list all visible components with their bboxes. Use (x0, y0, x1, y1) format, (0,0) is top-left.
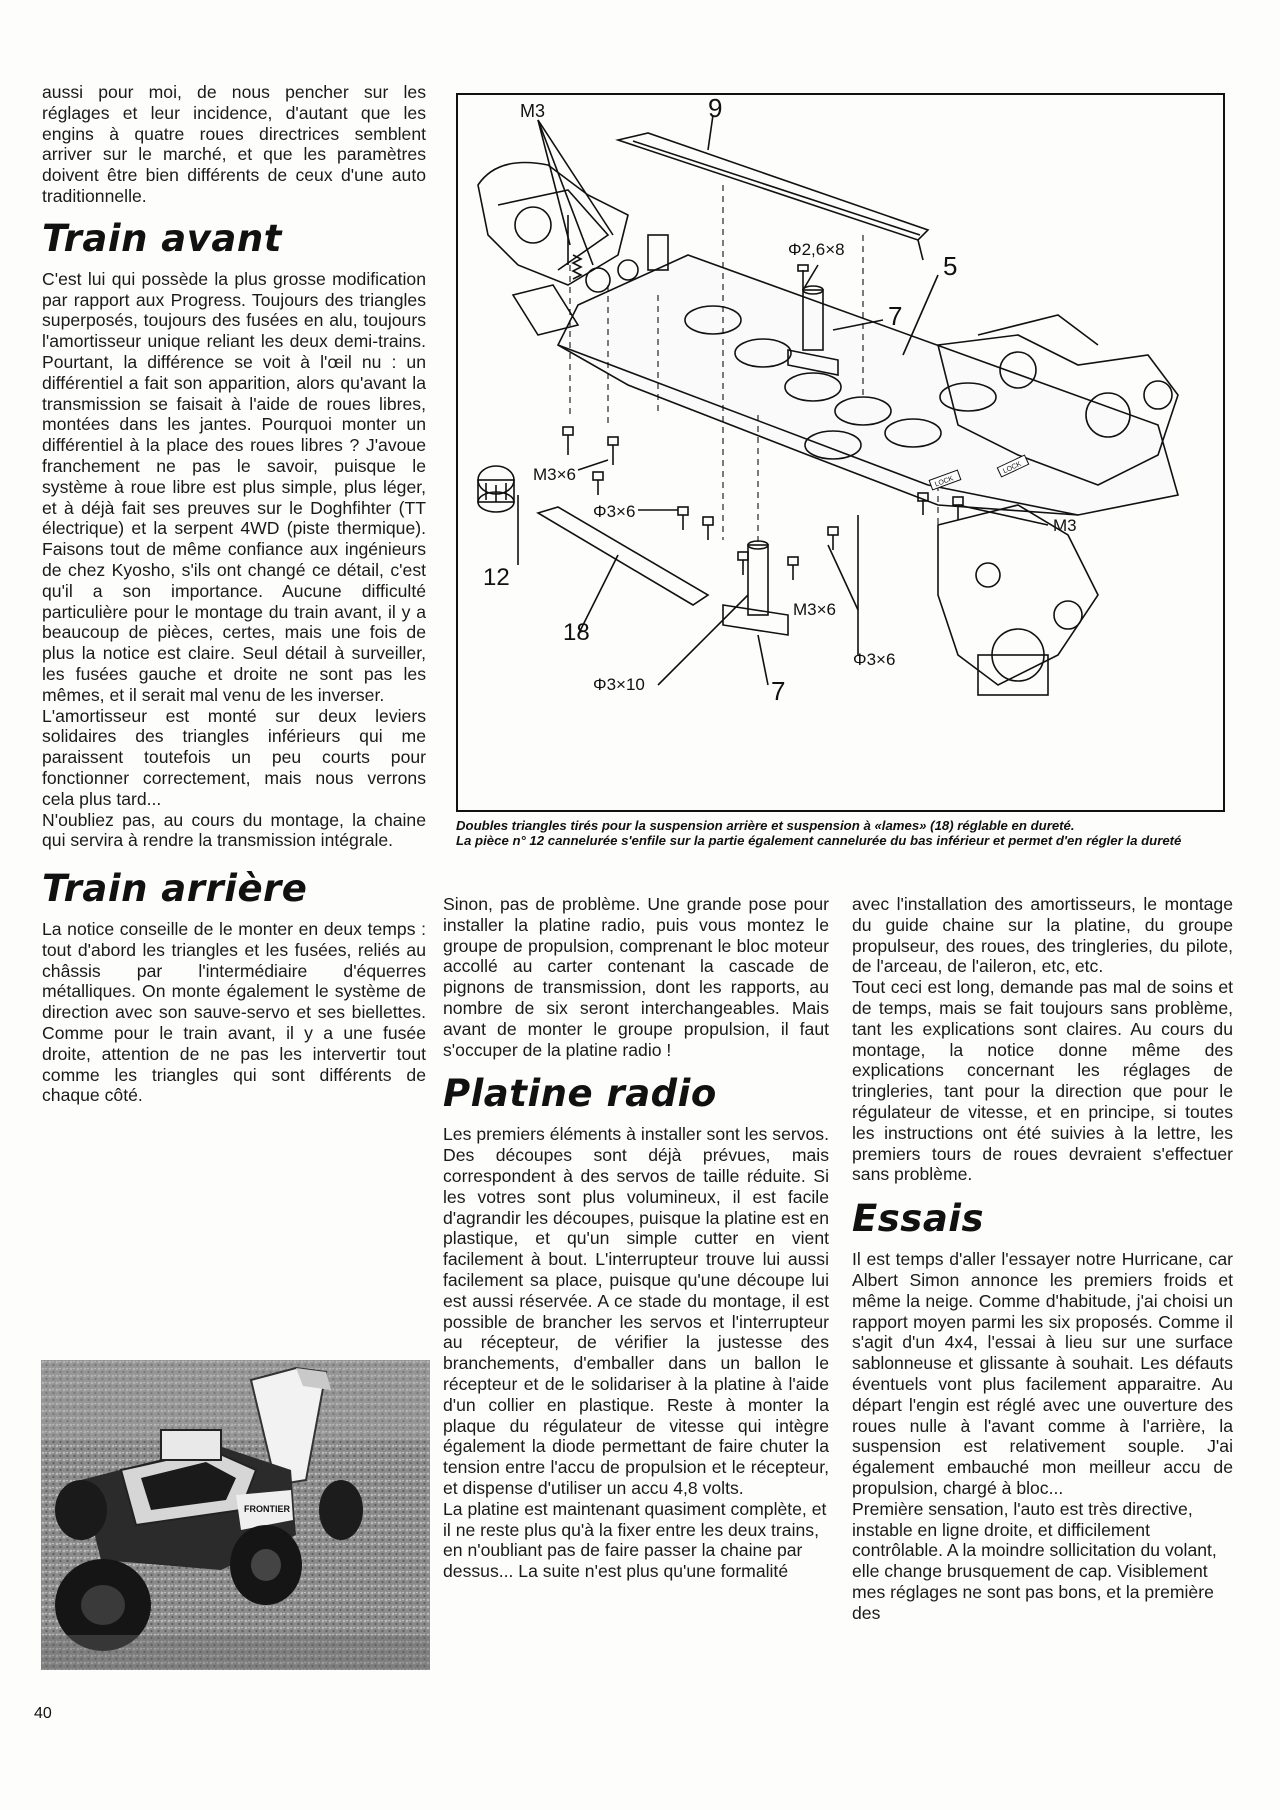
label-5: 5 (943, 251, 958, 281)
car-photo (41, 1360, 430, 1670)
label-9: 9 (708, 95, 723, 123)
caption-line-2: La pièce n° 12 cannelurée s'enfile sur la partie également cannelurée du bas inférieur et permet d'en régler la dureté (456, 833, 1182, 848)
right-paragraph-2: Tout ceci est long, demande pas mal de soins et de temps, mais se fait toujours sans problème, tant les explications sont claires. Au cours du montage, la notice donne même des explications concernant les réglages de tringleries, tant pour la direction que pour le régulateur de vitesse, et en principe, si toutes les instructions ont été suivies à la lettre, les premiers tours de roues devraient s'effectuer sans problème. (852, 977, 1233, 1185)
platine-paragraph-1: Les premiers éléments à installer sont les servos. Des découpes sont déjà prévues, mais correspondent à des servos de taille réduite. Si les votres sont plus volumineux, il est facile d'agrandir les découpes, puisque la platine est en plastique, et qu'un simple cutter en vient facilement à bout. L'interrupteur trouve lui aussi facilement sa place, puisque qu'une découpe lui est aussi réservée. A ce stade du montage, il est possible de brancher les servos et l'interrupteur au récepteur, de vérifier la justesse des branchements, d'emballer dans un ballon le récepteur et de le solidariser à la platine à l'aide d'un collier en plastique. Reste à monter la plaque du régulateur de vitesse qui intègre également la diode permettant de faire chuter la tension entre l'accu de propulsion et le récepteur, et dispense d'utiliser un accu 4,8 volts. (443, 1124, 829, 1498)
column-middle (443, 894, 829, 1582)
train-avant-paragraph-2: L'amortisseur est monté sur deux leviers solidaires des triangles inférieurs qui me paraissent toutefois un peu courts pour fonctionner correctement, mais nous verrons cela plus tard... (42, 705, 426, 809)
label-m3-top: M3 (520, 101, 546, 121)
frontier-sticker: FRONTIER (244, 1504, 290, 1514)
label-m3x6-bottom: M3×6 (793, 600, 836, 619)
car-photo-image (41, 1360, 430, 1670)
label-7-top: 7 (888, 301, 903, 331)
column-right (852, 894, 1233, 1624)
right-paragraph-1: avec l'installation des amortisseurs, le montage du guide chaine sur la platine, du groupe propulseur, des roues, des tringleries, du pilote, de l'arceau, de l'aileron, etc, etc. (852, 894, 1233, 977)
label-m3x6-left: M3×6 (533, 465, 576, 484)
label-18: 18 (563, 619, 590, 646)
diagram-caption (456, 818, 1236, 848)
heading-train-avant: Train avant (42, 216, 282, 260)
heading-platine-radio: Platine radio (443, 1072, 717, 1116)
lock-sticker-1: LOCK (933, 475, 955, 489)
middle-paragraph-1: Sinon, pas de problème. Une grande pose pour installer la platine radio, puis vous montez le groupe de propulsion, comprenant le bloc moteur accollé au carter contenant la cascade de pignons de transmission, dont les rapports, au nombre de six seront interchangeables. Mais avant de monter le groupe propulsion, il faut s'occuper de la platine radio ! (443, 894, 829, 1060)
heading-essais: Essais (852, 1197, 984, 1241)
exploded-view-drawing (458, 95, 1223, 810)
column-left (42, 82, 426, 1106)
essais-paragraph-1: Il est temps d'aller l'essayer notre Hurricane, car Albert Simon annonce les premiers froids et même la neige. Comme d'habitude, j'ai choisi un rapport moyen parmi les six proposés. Comme il s'agit d'un 4x4, l'essai à lieu sur une surface sablonneuse et glissante à souhait. Les défauts éventuels vont plus facilement apparaitre. Au départ l'engin est réglé avec une ouverture des roues nulle à l'avant comme à l'arrière, la suspension est relativement souple. J'ai également embauché mon meilleur accu de propulsion, chargé à bloc... (852, 1249, 1233, 1498)
platine-paragraph-2: La platine est maintenant quasiment complète, et il ne reste plus qu'à la fixer entre les deux trains, en n'oubliant pas de faire passer la chaine par dessus... La suite n'est plus qu'une formalité (443, 1498, 827, 1582)
label-d2-6x8: Φ2,6×8 (788, 240, 845, 259)
label-d3x6-right: Φ3×6 (853, 650, 896, 669)
label-12: 12 (483, 564, 510, 591)
intro-paragraph: aussi pour moi, de nous pencher sur les réglages et leur incidence, d'autant que les engins à quatre roues directrices semblent arriver sur le marché, et que les paramètres doivent être bien différents de ceux d'une auto traditionnelle. (42, 82, 426, 206)
page-number: 40 (34, 1705, 52, 1722)
label-m3-right: M3 (1053, 516, 1077, 535)
label-d3x10: Φ3×10 (593, 675, 645, 694)
label-7-bottom: 7 (771, 676, 786, 706)
heading-train-arriere: Train arrière (42, 867, 308, 911)
lock-sticker-2: LOCK (1002, 460, 1023, 476)
caption-line-1: Doubles triangles tirés pour la suspension arrière et suspension à «lames» (18) réglable en dureté. (456, 818, 1075, 833)
train-avant-paragraph-3: N'oubliez pas, au cours du montage, la chaine qui servira à rendre la transmission intégrale. (42, 809, 426, 851)
assembly-diagram (456, 93, 1225, 812)
essais-paragraph-2: Première sensation, l'auto est très directive, instable en ligne droite, et difficilement contrôlable. A la moindre sollicitation du volant, elle change brusquement de cap. Visiblement mes réglages ne sont pas bons, et la première des (852, 1498, 1217, 1623)
label-d3x6-left: Φ3×6 (593, 502, 636, 521)
train-arriere-paragraph: La notice conseille de le monter en deux temps : tout d'abord les triangles et les fusées, reliés au châssis par l'intermédiaire d'équerres métalliques. On monte également le système de direction avec son sauve-servo et ses biellettes. Comme pour le train avant, il y a une fusée droite, attention de ne pas les intervertir tout comme les triangles qui sont différents de chaque côté. (42, 919, 426, 1106)
train-avant-paragraph-1: C'est lui qui possède la plus grosse modification par rapport aux Progress. Toujours des triangles superposés, toujours des fusées en alu, toujours l'amortisseur unique reliant les deux demi-trains. Pourtant, la différence se voit à l'œil nu : un différentiel a fait son apparition, alors qu'avant la transmission se faisait à l'aide de roues libres, montées dans les jantes. Pourquoi monter un différentiel à la place des roues libres ? J'avoue franchement ne pas le savoir, puisque le système à roue libre est plus simple, plus léger, et à déjà fait ses preuves sur le Doghfihter (TT électrique) et la serpent 4WD (piste thermique). Faisons tout de même confiance aux ingénieurs de chez Kyosho, s'ils ont changé ce détail, c'est qu'il a son importance. Aucune difficulté particulière pour le montage du train avant, il y a beaucoup de pièces, certes, mais une fois de plus la notice est claire. Seul détail à surveiller, les fusées gauche et droite ne sont pas les mêmes, et il serait mal venu de les inverser. (42, 268, 426, 705)
